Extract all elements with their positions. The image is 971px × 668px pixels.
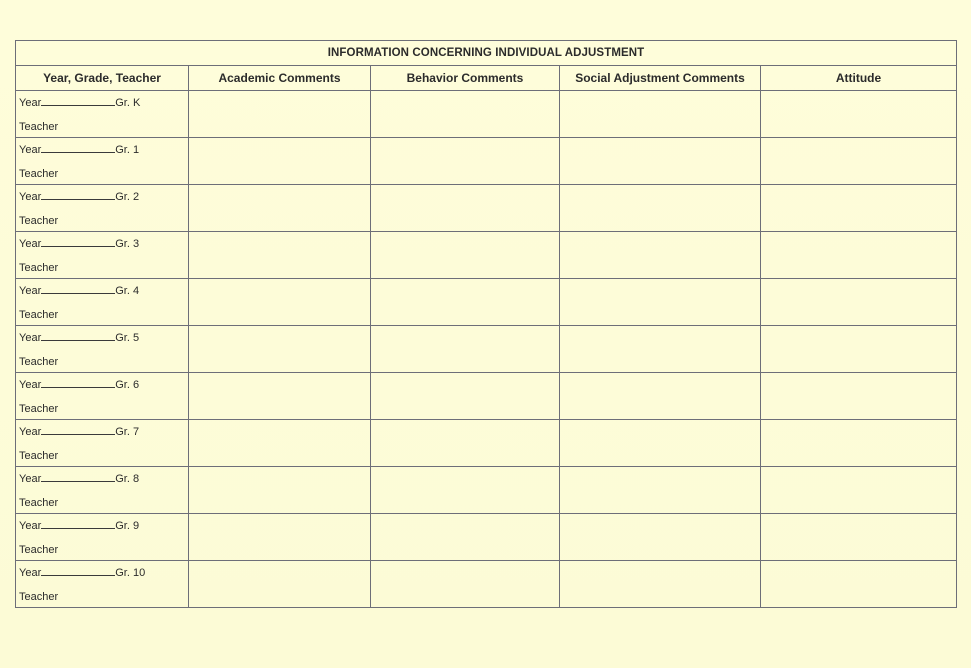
year-blank-field[interactable]	[41, 283, 115, 294]
grade-label: Gr. 4	[115, 285, 140, 297]
academic-comments-cell[interactable]	[189, 91, 371, 138]
teacher-line	[19, 215, 58, 227]
table-row	[16, 279, 957, 326]
academic-comments-cell[interactable]	[189, 185, 371, 232]
year-grade-line	[19, 377, 139, 391]
year-blank-field[interactable]	[41, 471, 115, 482]
table-row	[16, 420, 957, 467]
rows-body	[16, 91, 957, 608]
attitude-cell[interactable]	[761, 420, 957, 467]
year-label: Year	[19, 426, 42, 438]
year-blank-field[interactable]	[41, 95, 115, 106]
social-adjustment-comments-cell[interactable]	[560, 420, 761, 467]
teacher-line	[19, 309, 58, 321]
behavior-comments-cell[interactable]	[371, 91, 560, 138]
teacher-line	[19, 403, 58, 415]
social-adjustment-comments-cell[interactable]	[560, 232, 761, 279]
table-row	[16, 138, 957, 185]
year-grade-line	[19, 189, 139, 203]
year-blank-field[interactable]	[41, 518, 115, 529]
year-grade-line	[19, 330, 139, 344]
year-label: Year	[19, 332, 42, 344]
year-grade-teacher-cell	[16, 373, 189, 420]
year-blank-field[interactable]	[41, 142, 115, 153]
form-title: INFORMATION CONCERNING INDIVIDUAL ADJUSTMENT	[16, 41, 957, 66]
social-adjustment-comments-cell[interactable]	[560, 561, 761, 608]
teacher-line	[19, 262, 58, 274]
grade-label: Gr. 10	[115, 567, 146, 579]
title-row	[16, 41, 957, 66]
teacher-label: Teacher	[19, 497, 59, 509]
year-blank-field[interactable]	[41, 565, 115, 576]
column-header-year-grade-teacher: Year, Grade, Teacher	[16, 66, 189, 91]
year-grade-teacher-cell	[16, 279, 189, 326]
academic-comments-cell[interactable]	[189, 561, 371, 608]
year-label: Year	[19, 97, 42, 109]
social-adjustment-comments-cell[interactable]	[560, 91, 761, 138]
behavior-comments-cell[interactable]	[371, 185, 560, 232]
attitude-cell[interactable]	[761, 326, 957, 373]
teacher-label: Teacher	[19, 450, 59, 462]
teacher-line	[19, 497, 58, 509]
attitude-cell[interactable]	[761, 185, 957, 232]
year-label: Year	[19, 379, 42, 391]
year-label: Year	[19, 473, 42, 485]
year-grade-line	[19, 95, 140, 109]
behavior-comments-cell[interactable]	[371, 279, 560, 326]
column-header-behavior-comments: Behavior Comments	[371, 66, 560, 91]
grade-label: Gr. 1	[115, 144, 140, 156]
grade-label: Gr. 6	[115, 379, 140, 391]
column-header-academic-comments: Academic Comments	[189, 66, 371, 91]
grade-label: Gr. 7	[115, 426, 140, 438]
academic-comments-cell[interactable]	[189, 514, 371, 561]
social-adjustment-comments-cell[interactable]	[560, 326, 761, 373]
attitude-cell[interactable]	[761, 514, 957, 561]
academic-comments-cell[interactable]	[189, 326, 371, 373]
attitude-cell[interactable]	[761, 232, 957, 279]
year-grade-line	[19, 424, 139, 438]
attitude-cell[interactable]	[761, 467, 957, 514]
year-grade-line	[19, 142, 139, 156]
academic-comments-cell[interactable]	[189, 467, 371, 514]
teacher-line	[19, 356, 58, 368]
year-grade-line	[19, 283, 139, 297]
academic-comments-cell[interactable]	[189, 373, 371, 420]
behavior-comments-cell[interactable]	[371, 467, 560, 514]
table-row	[16, 232, 957, 279]
year-grade-line	[19, 471, 139, 485]
year-grade-teacher-cell	[16, 326, 189, 373]
teacher-label: Teacher	[19, 591, 59, 603]
teacher-line	[19, 544, 58, 556]
table-row	[16, 91, 957, 138]
teacher-label: Teacher	[19, 168, 59, 180]
teacher-label: Teacher	[19, 215, 59, 227]
adjustment-table	[15, 40, 957, 608]
year-grade-teacher-cell	[16, 138, 189, 185]
year-blank-field[interactable]	[41, 424, 115, 435]
academic-comments-cell[interactable]	[189, 138, 371, 185]
teacher-label: Teacher	[19, 121, 59, 133]
teacher-line	[19, 121, 58, 133]
year-grade-line	[19, 236, 139, 250]
attitude-cell[interactable]	[761, 279, 957, 326]
year-grade-line	[19, 565, 145, 579]
social-adjustment-comments-cell[interactable]	[560, 279, 761, 326]
behavior-comments-cell[interactable]	[371, 561, 560, 608]
grade-label: Gr. 2	[115, 191, 140, 203]
year-label: Year	[19, 144, 42, 156]
grade-label: Gr. 8	[115, 473, 140, 485]
year-grade-teacher-cell	[16, 232, 189, 279]
year-label: Year	[19, 567, 42, 579]
academic-comments-cell[interactable]	[189, 279, 371, 326]
behavior-comments-cell[interactable]	[371, 138, 560, 185]
academic-comments-cell[interactable]	[189, 420, 371, 467]
social-adjustment-comments-cell[interactable]	[560, 138, 761, 185]
table-row	[16, 467, 957, 514]
table-row	[16, 514, 957, 561]
behavior-comments-cell[interactable]	[371, 420, 560, 467]
year-blank-field[interactable]	[41, 236, 115, 247]
column-header-attitude: Attitude	[761, 66, 957, 91]
teacher-line	[19, 450, 58, 462]
year-label: Year	[19, 285, 42, 297]
behavior-comments-cell[interactable]	[371, 326, 560, 373]
grade-label: Gr. 9	[115, 520, 140, 532]
behavior-comments-cell[interactable]	[371, 373, 560, 420]
social-adjustment-comments-cell[interactable]	[560, 373, 761, 420]
attitude-cell[interactable]	[761, 373, 957, 420]
attitude-cell[interactable]	[761, 138, 957, 185]
year-label: Year	[19, 238, 42, 250]
table-row	[16, 326, 957, 373]
social-adjustment-comments-cell[interactable]	[560, 185, 761, 232]
header-row	[16, 66, 957, 91]
year-grade-teacher-cell	[16, 467, 189, 514]
year-grade-teacher-cell	[16, 420, 189, 467]
year-blank-field[interactable]	[41, 377, 115, 388]
teacher-line	[19, 591, 58, 603]
year-grade-line	[19, 518, 139, 532]
teacher-label: Teacher	[19, 262, 59, 274]
grade-label: Gr. K	[115, 97, 141, 109]
teacher-label: Teacher	[19, 544, 59, 556]
behavior-comments-cell[interactable]	[371, 232, 560, 279]
social-adjustment-comments-cell[interactable]	[560, 467, 761, 514]
year-grade-teacher-cell	[16, 185, 189, 232]
attitude-cell[interactable]	[761, 561, 957, 608]
grade-label: Gr. 5	[115, 332, 140, 344]
year-blank-field[interactable]	[41, 330, 115, 341]
attitude-cell[interactable]	[761, 91, 957, 138]
academic-comments-cell[interactable]	[189, 232, 371, 279]
teacher-label: Teacher	[19, 356, 59, 368]
year-label: Year	[19, 520, 42, 532]
teacher-line	[19, 168, 58, 180]
year-grade-teacher-cell	[16, 91, 189, 138]
teacher-label: Teacher	[19, 403, 59, 415]
year-label: Year	[19, 191, 42, 203]
social-adjustment-comments-cell[interactable]	[560, 514, 761, 561]
table-row	[16, 373, 957, 420]
year-grade-teacher-cell	[16, 561, 189, 608]
column-header-social-adjustment-comments: Social Adjustment Comments	[560, 66, 761, 91]
grade-label: Gr. 3	[115, 238, 140, 250]
teacher-label: Teacher	[19, 309, 59, 321]
year-grade-teacher-cell	[16, 514, 189, 561]
year-blank-field[interactable]	[41, 189, 115, 200]
table-row	[16, 561, 957, 608]
behavior-comments-cell[interactable]	[371, 514, 560, 561]
table-row	[16, 185, 957, 232]
